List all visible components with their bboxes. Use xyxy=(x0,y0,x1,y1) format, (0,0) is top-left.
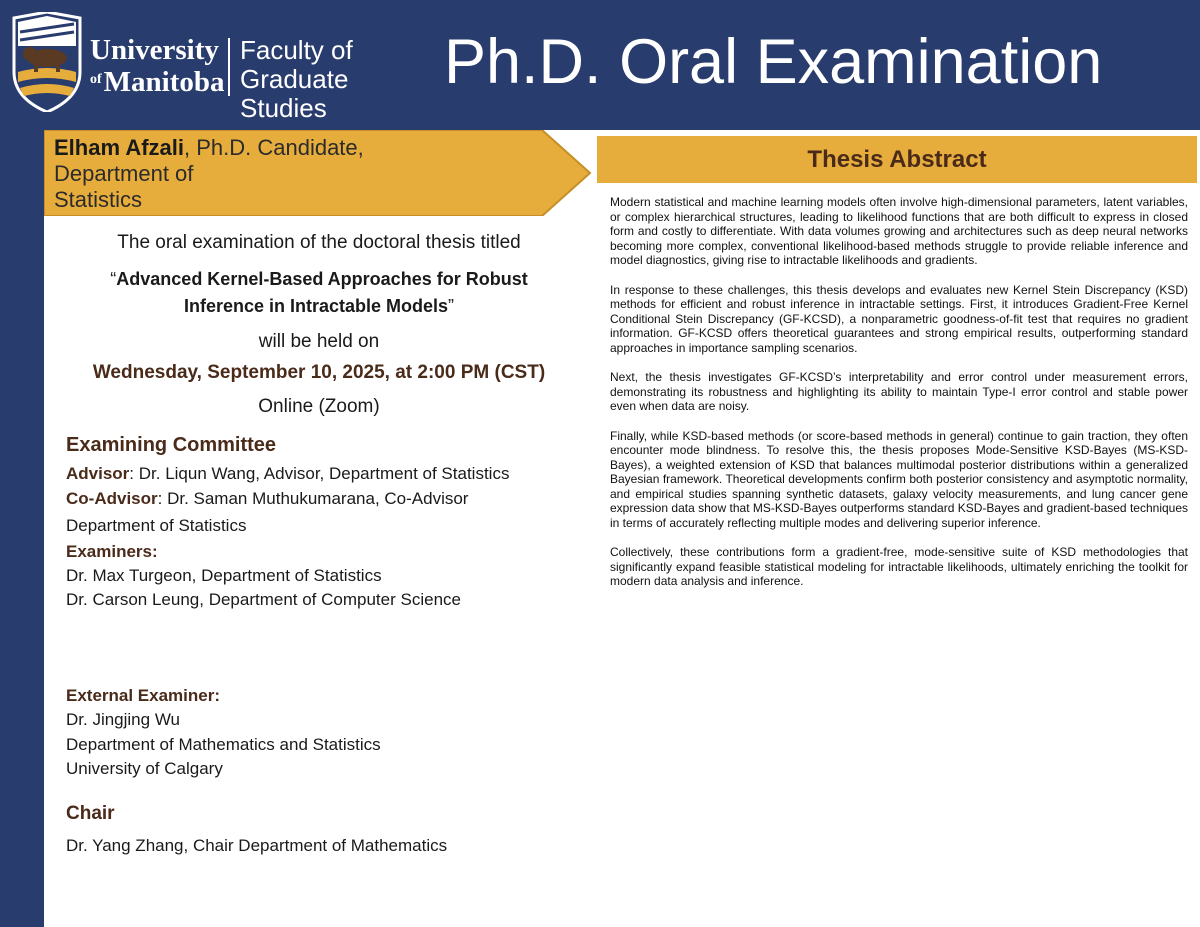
abstract-paragraph: In response to these challenges, this thesis develops and evaluates new Kernel Stein Discrepancy (KSD) methods for efficient and robust inference in intractable settings. First, it introduces Gradient-Free Kernel Conditional Stein Discrepancy (GF-KCSD), a nonparametric goodness-of-fit test that requires no gradient information. GF-KCSD offers theoretical guarantees and strong empirical results, outperforming standard approaches in importance sampling scenarios. xyxy=(610,282,1188,355)
thesis-title: “Advanced Kernel-Based Approaches for Robust Inference in Intractable Models” xyxy=(110,269,528,316)
coadvisor-line: Co-Advisor: Dr. Saman Muthukumarana, Co-Advisor xyxy=(66,489,469,508)
faculty-name: Faculty of Graduate Studies xyxy=(240,35,353,123)
external-examiner-department: Department of Mathematics and Statistics xyxy=(66,735,381,754)
coadvisor-department: Department of Statistics xyxy=(66,516,247,535)
page-title: Ph.D. Oral Examination xyxy=(444,27,1103,97)
bison-shield-icon xyxy=(10,12,84,112)
held-on-text: will be held on xyxy=(258,331,380,352)
examiner-item: Dr. Carson Leung, Department of Computer Science xyxy=(66,590,461,609)
advisor-line: Advisor: Dr. Liqun Wang, Advisor, Department of Statistics xyxy=(66,464,510,483)
abstract-paragraph: Next, the thesis investigates GF-KCSD’s interpretability and error control under measurement errors, demonstrating its robustness and highlighting its ability to maintain Type-I error control and stable power even when data are noisy. xyxy=(610,370,1188,414)
candidate-info: Elham Afzali, Ph.D. Candidate, Department of Statistics xyxy=(54,135,364,212)
abstract-heading: Thesis Abstract xyxy=(597,136,1197,183)
candidate-name: Elham Afzali xyxy=(54,135,184,160)
abstract-paragraph: Finally, while KSD-based methods (or score-based methods in general) continue to gain traction, they often encounter mode blindness. To resolve this, the thesis proposes Mode-Sensitive KSD-Bayes (MS-KSD-Bayes), a weighted extension of KSD that balances multimodal posterior distributions within a generalized Bayesian framework. Theoretical developments confirm both posterior consistency and asymptotic normality, and empirical studies spanning synthetic datasets, galaxy velocity measurements, and lung cancer gene expression data show that MS-KSD-Bayes outperforms standard KSD-Bayes and gradient-based techniques in terms of accurately reflecting multiple modes and delivering superior inference. xyxy=(610,428,1188,531)
header-banner xyxy=(0,0,1200,130)
logo-divider xyxy=(228,38,230,96)
external-examiner-name: Dr. Jingjing Wu xyxy=(66,710,181,729)
chair-heading: Chair xyxy=(66,803,115,824)
university-name: University $^{of}$Manitoba xyxy=(90,34,225,98)
exam-location: Online (Zoom) xyxy=(258,396,380,417)
external-examiner-university: University of Calgary xyxy=(66,759,223,778)
committee-heading: Examining Committee xyxy=(66,434,277,456)
university-logo xyxy=(10,12,430,123)
abstract-paragraph: Collectively, these contributions form a gradient-free, mode-sensitive suite of KSD methodologies that significantly expand feasible statistical modeling for intractable likelihoods, ultimately enriching the toolkit for modern data analysis and inference. xyxy=(610,545,1188,589)
abstract-paragraph: Modern statistical and machine learning models often involve high-dimensional parameters, latent variables, or complex hierarchical structures, leading to likelihood functions that are both difficult to express in closed form and costly to differentiate. With data volumes growing and architectures such as deep neural networks becoming more complex, conventional likelihood-based methods struggle to provide reliable inference and model diagnostics, giving rise to intractable likelihoods and gradients. xyxy=(610,195,1188,268)
examiners-heading: Examiners: xyxy=(66,542,158,561)
exam-datetime: Wednesday, September 10, 2025, at 2:00 PM (CST) xyxy=(92,362,546,383)
chair-line: Dr. Yang Zhang, Chair Department of Mathematics xyxy=(66,836,448,855)
abstract-body xyxy=(610,195,1188,604)
examiner-item: Dr. Max Turgeon, Department of Statistics xyxy=(66,566,382,585)
external-examiner-heading: External Examiner: xyxy=(66,686,221,705)
left-sidebar-stripe xyxy=(0,130,44,927)
announcement-intro: The oral examination of the doctoral thesis titled xyxy=(117,232,521,253)
